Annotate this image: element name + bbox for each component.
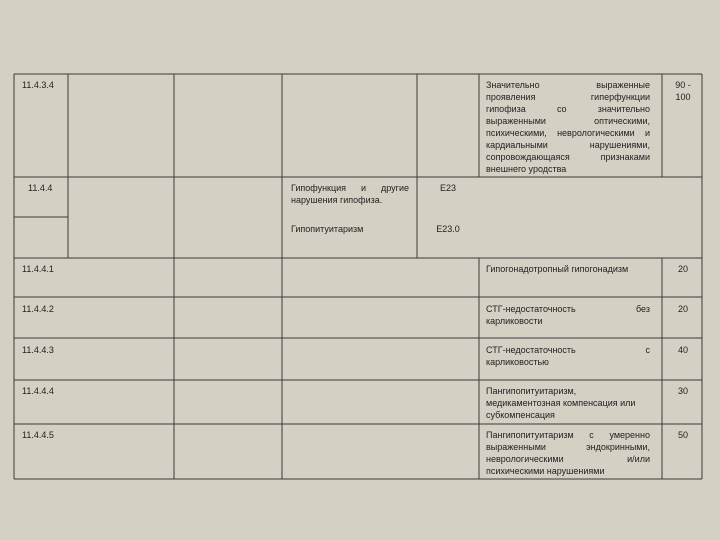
row-percent: 90 - 100 (675, 80, 691, 102)
row-icd-code: E23 (439, 183, 456, 193)
row-icd-code: E23.0 (436, 224, 460, 234)
row-description: СТГ-недостаточность без карликовости (486, 304, 650, 326)
row-description: Пангипопитуитаризм, медикаментозная компенсация или субкомпенсация (486, 386, 636, 420)
row-description: СТГ-недостаточность с карликовостью (486, 345, 650, 367)
row-code: 11.4.4.4 (22, 386, 54, 396)
row-disease-name: Гипофункция и другие нарушения гипофиза. (291, 183, 409, 205)
row-disease-name: Гипопитуитаризм (291, 224, 364, 234)
row-description: Пангипопитуитаризм с умеренно выраженными эндокринными, неврологическими и/или психическими нарушениями (486, 430, 650, 476)
row-percent: 50 (677, 430, 688, 440)
row-percent: 20 (677, 304, 688, 314)
row-code: 11.4.4.1 (22, 264, 54, 274)
row-percent: 20 (677, 264, 688, 274)
row-percent: 30 (677, 386, 688, 396)
row-code: 11.4.4 (28, 183, 53, 193)
row-description: Значительно выраженные проявления гиперфункции гипофиза со значительно выраженными оптическими, психическими, неврологическими и кардиальными нарушениями, сопровождающаяся признаками внешнего уродства (486, 80, 650, 174)
row-code: 11.4.4.3 (22, 345, 54, 355)
row-code: 11.4.3.4 (22, 80, 54, 90)
row-code: 11.4.4.5 (22, 430, 54, 440)
row-percent: 40 (677, 345, 688, 355)
row-code: 11.4.4.2 (22, 304, 54, 314)
row-description: Гипогонадотропный гипогонадизм (486, 264, 629, 274)
